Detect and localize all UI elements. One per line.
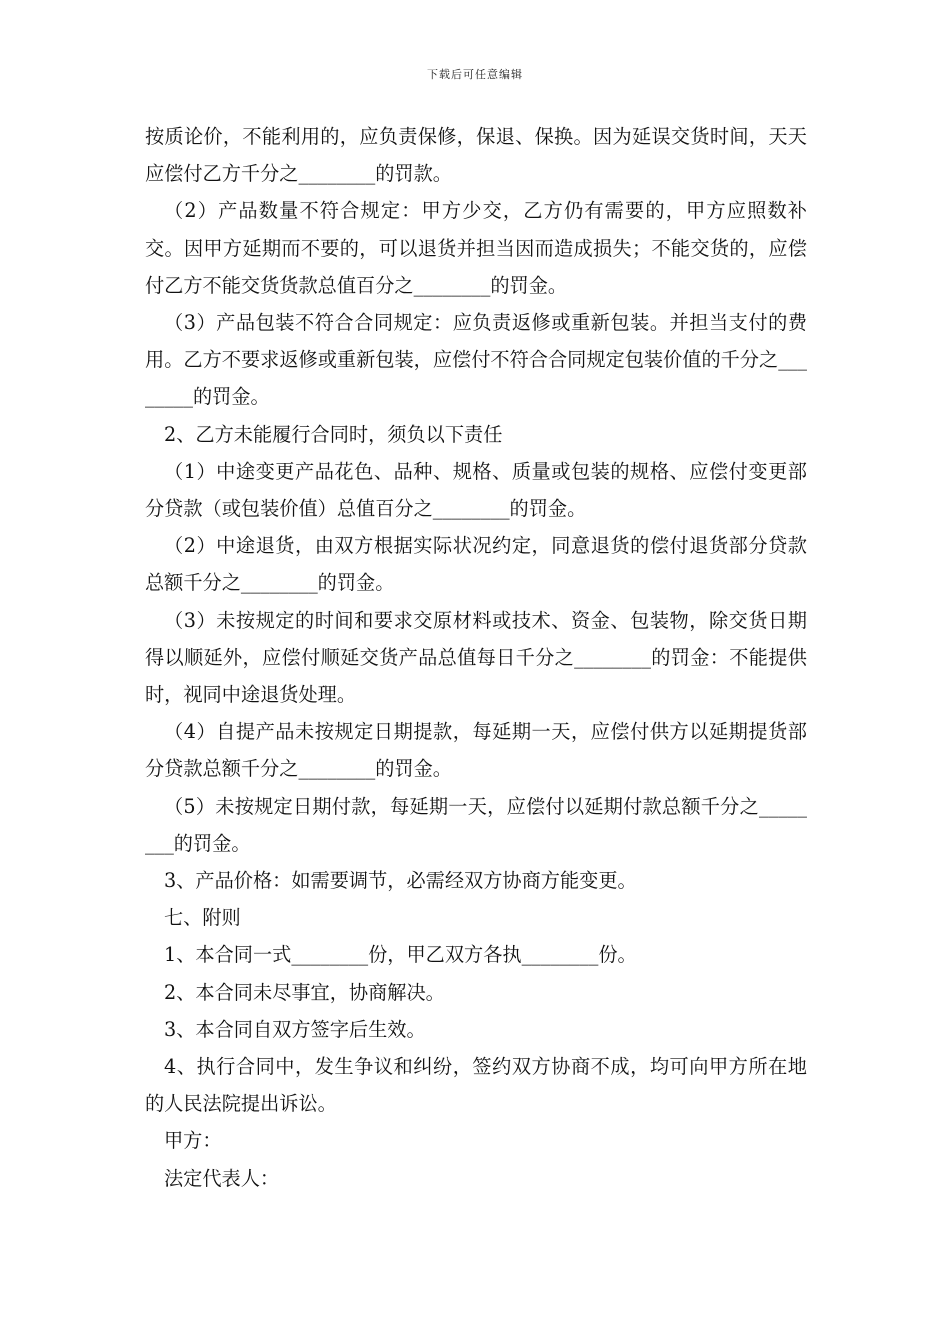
paragraph-appendix-heading: 七、附则	[164, 906, 241, 930]
paragraph-quality-penalty-cont: 按质论价，不能利用的，应负责保修，保退、保换。因为延误交货时间，天天应偿付乙方千分之________的罚款。	[145, 125, 807, 186]
paragraph-copies: 1、本合同一式________份，甲乙双方各执________份。	[164, 943, 637, 967]
paragraph-quantity-nonconformity: （2）产品数量不符合规定：甲方少交，乙方仍有需要的，甲方应照数补交。因甲方延期而不要的，可以退货并担当因而造成损失；不能交货的，应偿付乙方不能交货货款总值百分之________的罚金。	[145, 199, 807, 297]
paragraph-dispute: 4、执行合同中，发生争议和纠纷，签约双方协商不成，均可向甲方所在地的人民法院提出诉讼。	[145, 1055, 807, 1116]
paragraph-unresolved-matters: 2、本合同未尽事宜，协商解决。	[164, 980, 445, 1004]
document-body	[145, 118, 807, 1197]
paragraph-price-adjustment: 3、产品价格：如需要调节，必需经双方协商方能变更。	[164, 869, 637, 893]
paragraph-effective: 3、本合同自双方签字后生效。	[164, 1017, 426, 1041]
paragraph-material-delay: （3）未按规定的时间和要求交原材料或技术、资金、包装物，除交货日期得以顺延外，应偿付顺延交货产品总值每日千分之________的罚金：不能提供时，视同中途退货处理。	[145, 608, 807, 707]
legal-representative-label: 法定代表人：	[164, 1166, 280, 1190]
paragraph-payment-delay: （5）未按规定日期付款，每延期一天，应偿付以延期付款总额千分之________的罚金。	[145, 794, 807, 855]
page-header: 下载后可任意编辑	[427, 68, 523, 81]
paragraph-midway-return: （2）中途退货，由双方根据实际状况约定，同意退货的偿付退货部分贷款总额千分之________的罚金。	[145, 534, 807, 595]
paragraph-pickup-delay: （4）自提产品未按规定日期提款，每延期一天，应偿付供方以延期提货部分贷款总额千分之________的罚金。	[145, 720, 807, 781]
party-a-label: 甲方：	[164, 1129, 222, 1153]
paragraph-packaging-nonconformity: （3）产品包装不符合合同规定：应负责返修或重新包装。并担当支付的费用。乙方不要求返修或重新包装，应偿付不符合合同规定包装价值的千分之________的罚金。	[145, 311, 807, 409]
paragraph-party-b-liability-heading: 2、乙方未能履行合同时，须负以下责任	[164, 422, 503, 446]
paragraph-midway-change: （1）中途变更产品花色、品种、规格、质量或包装的规格、应偿付变更部分贷款（或包装价值）总值百分之________的罚金。	[145, 459, 807, 521]
